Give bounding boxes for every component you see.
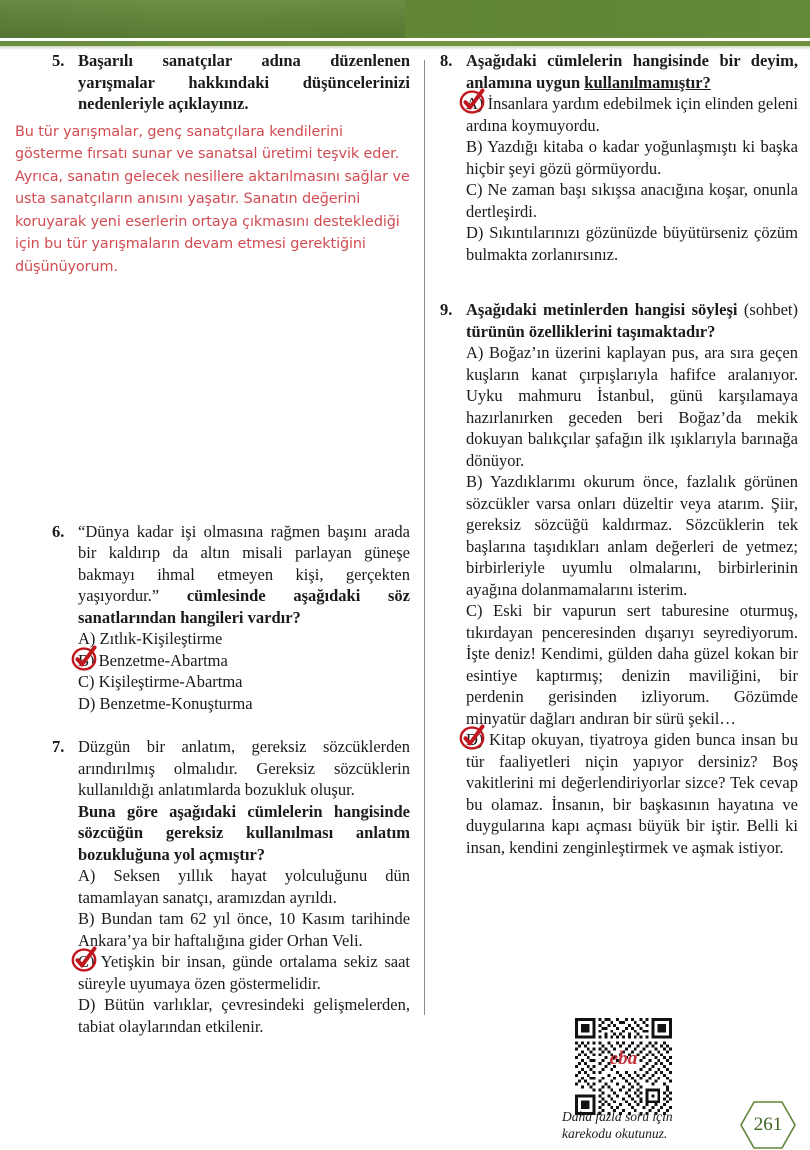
- option-text: Kitap okuyan, tiyatroya giden bunca insan bu tür faaliyetleri niçin yapıyor dersiniz? Boş vakitlerini mi değerlendiriyorlar sizce? Tek cevap bu olamaz. İnsanın, bir başkasının hayatına ve duygularına kapı açması büyük bir iştir. Belli ki insan, kendini zenginleştirmek ve aşmak istiyor.: [466, 730, 799, 857]
- right-column: [440, 50, 798, 868]
- option-text: İnsanlara yardım edebilmek için elinden geleni ardına koymuyordu.: [466, 94, 798, 135]
- option-row[interactable]: [78, 628, 410, 650]
- option-label: C): [466, 601, 483, 620]
- option-text: Yazdıklarımı okurum önce, fazlalık görünen sözcükler varsa onları düzeltir veya atarım. Şiir, gereksiz sözcüğü kaldırmaz. Sözcüklerin tek başlarına taşıdıkları anlam değerleri de yetmez; birbirleriyle uyumlu olmalarını, birbirlerinin ayağına dolanmamalarını isterim.: [466, 472, 799, 599]
- option-text: Bütün varlıklar, çevresindeki gelişmelerden, tabiat olaylarından etkilenir.: [78, 995, 411, 1036]
- question-6-header: [52, 521, 410, 629]
- question-7-stem-intro: Düzgün bir anlatım, gereksiz sözcüklerden arındırılmış olmalıdır. Gereksiz sözcüklerin kullanıldığı anlatımlarda bozukluk oluşur.: [78, 737, 410, 800]
- question-6-stem: [78, 521, 410, 629]
- option-label: B): [466, 472, 483, 491]
- question-6-stem-bold: cümlesinde aşağıdaki söz sanatlarından hangileri vardır?: [78, 586, 410, 627]
- question-8-stem-underlined: kullanılmamıştır?: [584, 72, 711, 92]
- question-9-stem: [466, 299, 798, 342]
- option-label: C): [78, 952, 95, 972]
- question-6-options: [78, 628, 410, 714]
- spacer-6-7: [52, 724, 410, 736]
- option-label: B): [466, 137, 483, 156]
- option-label: D): [78, 693, 96, 713]
- option-label: B): [78, 650, 95, 670]
- qr-code[interactable]: [575, 1018, 672, 1115]
- option-text: Benzetme-Abartma: [98, 650, 228, 670]
- question-8-number: 8.: [440, 51, 453, 70]
- option-label: A): [78, 629, 96, 649]
- option-text: Sıkıntılarınızı gözünüzde büyütürseniz çözüm bulmakta zorlanırsınız.: [466, 223, 798, 264]
- question-5-stem: Başarılı sanatçılar adına düzenlenen yarışmalar hakkındaki düşüncelerinizi nedenleriyle açıklayınız.: [78, 51, 410, 113]
- option-row[interactable]: [466, 600, 798, 729]
- question-7-stem-bold: Buna göre aşağıdaki cümlelerin hangisinde sözcüğün gereksiz kullanılması anlatım bozukluğuna yol açmıştır?: [78, 801, 410, 864]
- qr-logo-text: eba: [609, 1047, 638, 1069]
- question-8-options: [466, 93, 798, 265]
- option-text: Zıtlık-Kişileştirme: [99, 629, 223, 649]
- question-5-answer-space: [52, 289, 410, 521]
- option-label: B): [78, 909, 95, 929]
- option-label: A): [78, 866, 96, 886]
- page-body: [0, 50, 810, 1143]
- option-text: Seksen yıllık hayat yolculuğunu dün tamamlayan sanatçı, aramızdan ayrıldı.: [78, 866, 411, 907]
- question-9-number: 9.: [440, 300, 453, 319]
- column-divider: [424, 60, 425, 1015]
- question-7-stem: [78, 736, 410, 865]
- qr-caption-line1: Daha fazla soru için: [562, 1109, 673, 1124]
- page-number-text: 261: [753, 1114, 783, 1135]
- question-9-options: [466, 342, 798, 858]
- option-row[interactable]: [466, 222, 798, 265]
- question-7: [52, 736, 410, 1037]
- question-8: [440, 50, 798, 265]
- qr-code-graphic: [575, 1018, 672, 1115]
- qr-caption-line2: karekodu okutunuz.: [562, 1126, 668, 1141]
- question-5-student-answer: Bu tür yarışmalar, genç sanatçılara kendilerini gösterme fırsatı sunar ve sanatsal üretimi teşvik eder. Ayrıca, sanatın gelecek nesillere aktarılmasını sağlar ve usta sanatçıların anısını yaşatır. Sanatın değerini koruyarak yeni eserlerin ortaya çıkmasını desteklediği için bu tür yarışmaların devam etmesi gerektiğini düşünüyorum.: [15, 123, 410, 276]
- option-row[interactable]: [466, 471, 798, 600]
- option-text: Eski bir vapurun sert taburesine oturmuş, tıkırdayan penceresinden dışarıyı seyrediyorum. İşte deniz! Kendimi, gülden daha güzel kokan bir esintiye kaptırmış; denizin maviliğini, bir perdenin gerisinden izliyorum. Gözümde minyatür dağları andıran bir sürü şekil…: [466, 601, 798, 728]
- question-8-stem-pre: Aşağıdaki cümlelerin hangisinde bir deyim, anlamına uygun: [466, 51, 798, 92]
- question-5-number: 5.: [52, 51, 65, 70]
- option-row[interactable]: [78, 650, 410, 672]
- question-5: [15, 50, 410, 279]
- option-text: Yetişkin bir insan, günde ortalama sekiz saat süreyle uyumaya özen göstermelidir.: [78, 952, 411, 993]
- option-label: D): [78, 995, 96, 1015]
- spacer-8-9: [440, 275, 798, 299]
- option-text: Ne zaman başı sıkışsa anacığına koşar, onunla dertleşirdi.: [466, 180, 799, 221]
- question-5-header: [52, 50, 410, 115]
- question-9-stem-pre: Aşağıdaki metinlerden hangisi söyleşi: [466, 300, 744, 319]
- option-label: C): [466, 180, 483, 199]
- question-6-number: 6.: [52, 521, 65, 541]
- option-label: A): [466, 94, 484, 113]
- option-row[interactable]: [466, 729, 798, 858]
- question-7-options: [78, 865, 410, 1037]
- header-band-highlight: [0, 0, 405, 38]
- option-row[interactable]: [78, 994, 410, 1037]
- option-row[interactable]: [466, 179, 798, 222]
- option-row[interactable]: [466, 136, 798, 179]
- question-9: [440, 299, 798, 858]
- question-6: [52, 521, 410, 715]
- option-label: D): [466, 730, 484, 749]
- question-9-stem-paren: (sohbet): [743, 300, 798, 319]
- option-row[interactable]: [78, 865, 410, 908]
- option-label: D): [466, 223, 484, 242]
- option-text: Yazdığı kitaba o kadar yoğunlaşmıştı ki başka hiçbir şeyi gözü görmüyordu.: [466, 137, 799, 178]
- option-row[interactable]: [78, 951, 410, 994]
- question-7-number: 7.: [52, 737, 65, 757]
- option-row[interactable]: [78, 671, 410, 693]
- option-row[interactable]: [78, 693, 410, 715]
- option-row[interactable]: [78, 908, 410, 951]
- option-label: A): [466, 343, 484, 362]
- option-text: Boğaz’ın üzerini kaplayan pus, ara sıra geçen kuşların kanat çırpışlarıyla hafifce aralanıyor. Uyku mahmuru İstanbul, günü karşılamaya hazırlanırken geceden beri Boğaz’da mekik dokuyan balıkçılar şafağın ilk ışıklarıyla barınağa dönüyor.: [466, 343, 799, 470]
- question-8-header: [440, 50, 798, 93]
- option-row[interactable]: [466, 93, 798, 136]
- question-6-stem-quote: “Dünya kadar işi olmasına rağmen başını arada bir kaldırıp da altın misali parlayan güneşe bakmayı ihmal etmeyen kişi, gerçekten yaşıyordur.”: [78, 521, 410, 606]
- option-text: Benzetme-Konuşturma: [99, 693, 253, 713]
- question-9-stem-post: türünün özelliklerini taşımaktadır?: [466, 321, 716, 341]
- option-text: Kişileştirme-Abartma: [98, 672, 243, 692]
- page-header-band: [0, 0, 810, 38]
- qr-caption: [562, 1108, 722, 1142]
- option-text: Bundan tam 62 yıl önce, 10 Kasım tarihinde Ankara’ya bir haftalığına gider Orhan Veli.: [78, 909, 411, 950]
- question-7-header: [52, 736, 410, 865]
- option-label: C): [78, 672, 95, 692]
- option-row[interactable]: [466, 342, 798, 471]
- left-column: [15, 50, 411, 1047]
- question-8-stem: [466, 50, 798, 93]
- question-9-header: [440, 299, 798, 342]
